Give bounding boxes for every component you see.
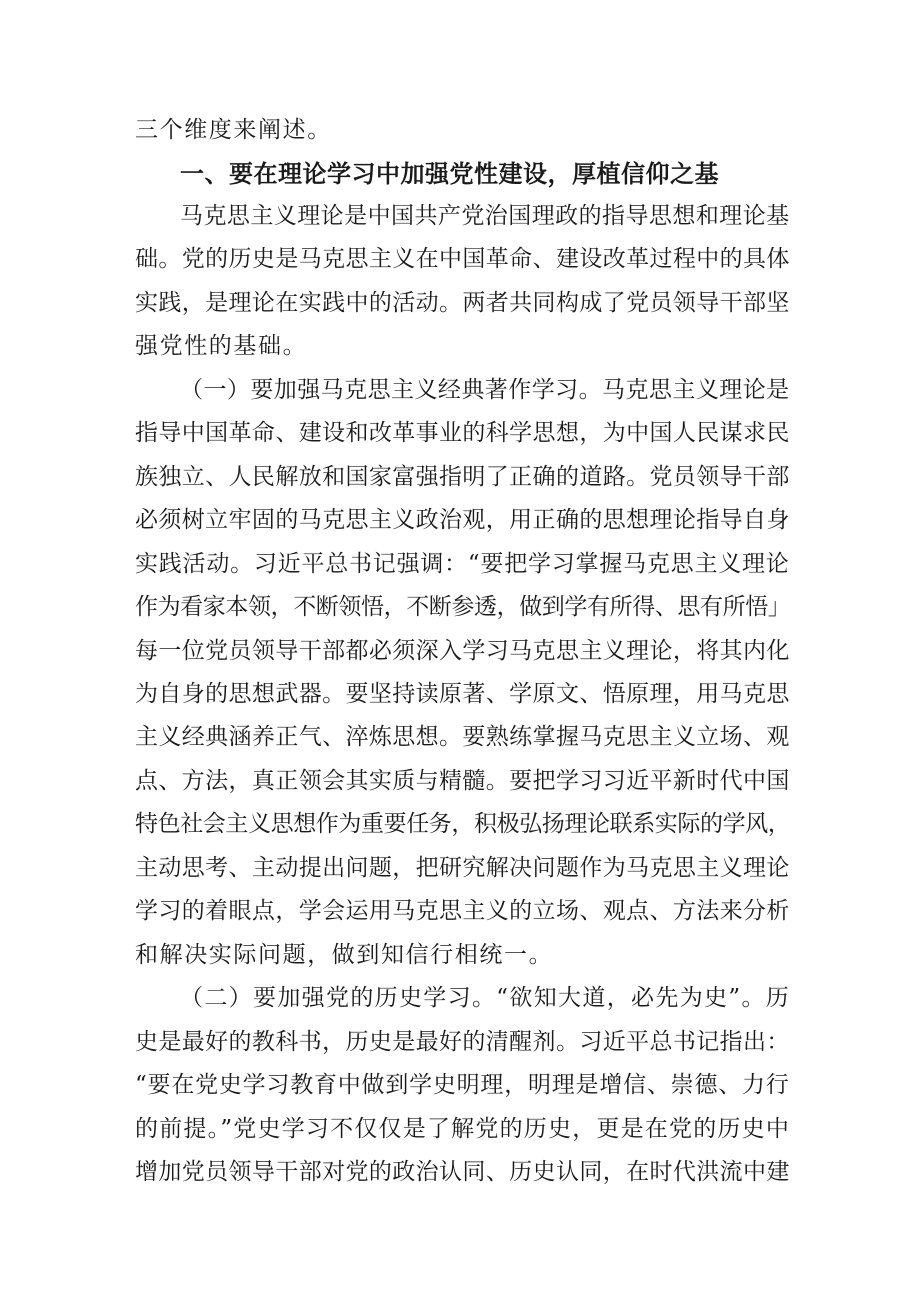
text-line: 史是最好的教科书，历史是最好的清醒剂。习近平总书记指出： bbox=[135, 1029, 790, 1055]
section-heading: 一、要在理论学习中加强党性建设，厚植信仰之基 bbox=[180, 160, 719, 188]
text-line: 马克思主义理论是中国共产党治国理政的指导思想和理论基 bbox=[180, 203, 790, 229]
text-line: 实践活动。习近平总书记强调：“要把学习掌握马克思主义理论 bbox=[135, 551, 790, 577]
text-line: 学习的着眼点，学会运用马克思主义的立场、观点、方法来分析 bbox=[135, 898, 790, 924]
subsection-heading: （二）要加强党的历史学习。“欲知大道，必先为史”。历 bbox=[180, 985, 791, 1011]
text-line: 作为看家本领，不断领悟，不断参透，做到学有所得、思有所悟」 bbox=[135, 594, 791, 620]
subsection-heading: （一）要加强马克思主义经典著作学习。马克思主义理论是 bbox=[180, 377, 790, 403]
text-line: 主动思考、主动提出问题，把研究解决问题作为马克思主义理论 bbox=[135, 855, 790, 881]
text-line: 三个维度来阐述。 bbox=[135, 117, 332, 143]
text-line: 点、方法，真正领会其实质与精髓。要把学习习近平新时代中国 bbox=[135, 768, 790, 794]
text-line: 指导中国革命、建设和改革事业的科学思想，为中国人民谋求民 bbox=[135, 420, 790, 446]
text-line: 每一位党员领导干部都必须深入学习马克思主义理论，将其内化 bbox=[135, 638, 790, 664]
text-line: 为自身的思想武器。要坚持读原著、学原文、悟原理，用马克思 bbox=[135, 681, 790, 707]
text-line: 必须树立牢固的马克思主义政治观，用正确的思想理论指导自身 bbox=[135, 507, 790, 533]
text-line: 强党性的基础。 bbox=[135, 333, 308, 359]
text-line: 增加党员领导干部对党的政治认同、历史认同，在时代洪流中建 bbox=[135, 1159, 790, 1185]
text-line: 和解决实际问题，做到知信行相统一。 bbox=[135, 942, 554, 968]
text-line: 族独立、人民解放和国家富强指明了正确的道路。党员领导干部 bbox=[135, 464, 790, 490]
text-line: 实践，是理论在实践中的活动。两者共同构成了党员领导干部坚 bbox=[135, 290, 790, 316]
text-line: 主义经典涵养正气、淬炼思想。要熟练掌握马克思主义立场、观 bbox=[135, 724, 790, 750]
text-line: 的前提。”党史学习不仅仅是了解党的历史，更是在党的历史中 bbox=[135, 1116, 791, 1142]
text-line: 特色社会主义思想作为重要任务，积极弘扬理论联系实际的学风， bbox=[135, 811, 791, 837]
text-line: 础。党的历史是马克思主义在中国革命、建设改革过程中的具体 bbox=[135, 246, 790, 272]
text-line: “要在党史学习教育中做到学史明理，明理是增信、崇德、力行 bbox=[135, 1072, 790, 1098]
